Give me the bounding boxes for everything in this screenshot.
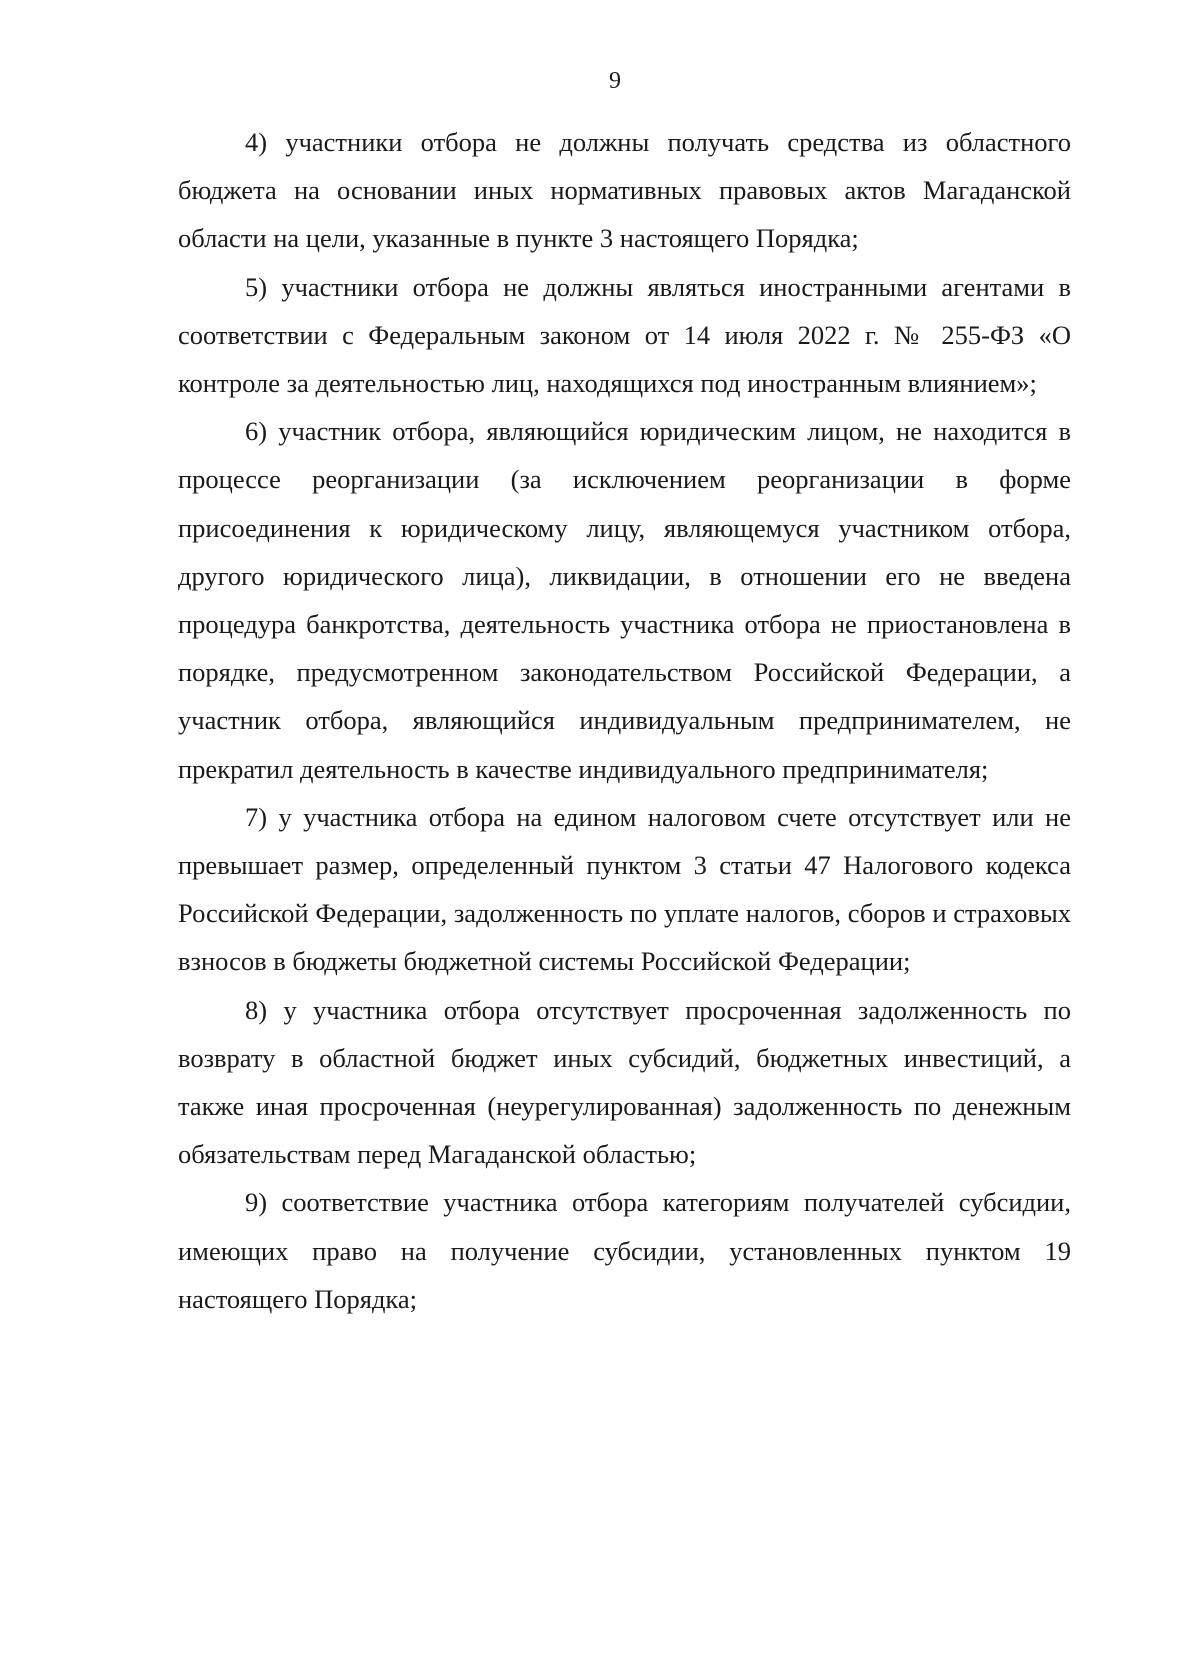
paragraph-item-9: 9) соответствие участника отбора категориям получателей субсидии, имеющих право на получение субсидии, установленных пунктом 19 настоящего Порядка; [178,1187,1071,1314]
paragraph-item-8: 8) у участника отбора отсутствует просроченная задолженность по возврату в областной бюджет иных субсидий, бюджетных инвестиций, а также иная просроченная (неурегулированная) задолженность по денежным обязательствам перед Магаданской областью; [178,994,1071,1170]
paragraph-item-5: 5) участники отбора не должны являться иностранными агентами в соответствии с Федеральным законом от 14 июля 2022 г. № 255-ФЗ «О контроле за деятельностью лиц, находящихся под иностранным влиянием»; [178,271,1071,399]
page-number: 9 [609,68,621,94]
paragraph-item-4: 4) участники отбора не должны получать средства из областного бюджета на основании иных нормативных правовых актов Магаданской области на цели, указанные в пункте 3 настоящего Порядка; [178,127,1071,254]
document-body [178,118,1071,1323]
paragraph-item-7: 7) у участника отбора на едином налоговом счете отсутствует или не превышает размер, определенный пунктом 3 статьи 47 Налогового кодекса Российской Федерации, задолженность по уплате налогов, сборов и страховых взносов в бюджеты бюджетной системы Российской Федерации; [178,801,1071,977]
paragraph-item-6: 6) участник отбора, являющийся юридическим лицом, не находится в процессе реорганизации (за исключением реорганизации в форме присоединения к юридическому лицу, являющемуся участником отбора, другого юридического лица), ликвидации, в отношении его не введена процедура банкротства, деятельность участника отбора не приостановлена в порядке, предусмотренном законодательством Российской Федерации, а участник отбора, являющийся индивидуальным предпринимателем, не прекратил деятельность в качестве индивидуального предпринимателя; [178,416,1071,784]
